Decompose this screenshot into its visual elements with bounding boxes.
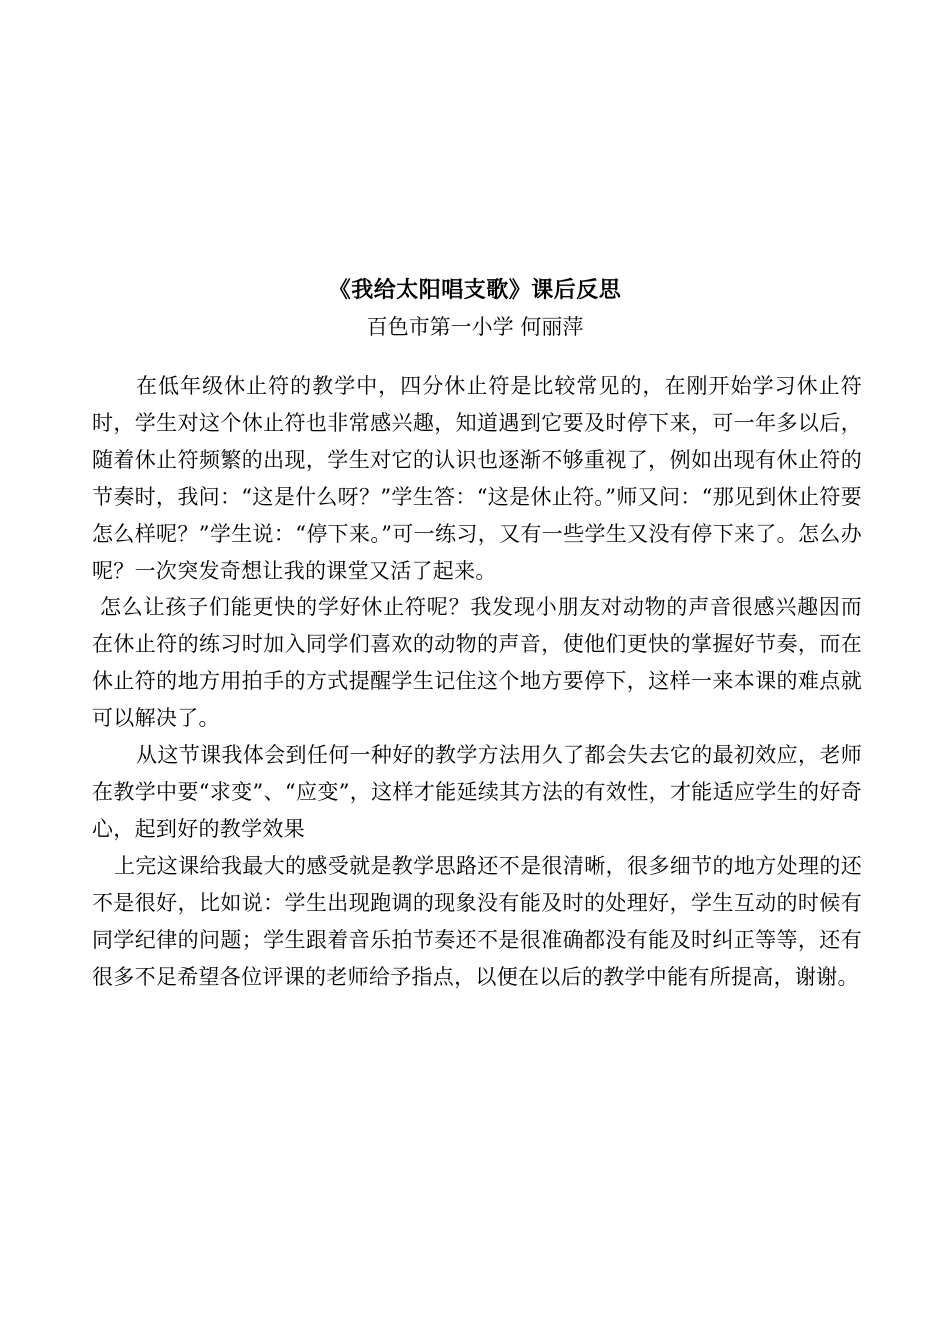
paragraph-3: 从这节课我体会到任何一种好的教学方法用久了都会失去它的最初效应，老师在教学中要“求变”、“应变”，这样才能延续其方法的有效性，才能适应学生的好奇心，起到好的教学效果: [92, 743, 862, 841]
document-author: 百色市第一小学 何丽萍: [366, 315, 584, 339]
document-body: [92, 368, 862, 995]
paragraph-2: 怎么让孩子们能更快的学好休止符呢？我发现小朋友对动物的声音很感兴趣因而在休止符的练习时加入同学们喜欢的动物的声音，使他们更快的掌握好节奏，而在休止符的地方用拍手的方式提醒学生记住这个地方要停下，这样一来本课的难点就可以解决了。: [92, 595, 862, 731]
paragraph-4: 上完这课给我最大的感受就是教学思路还不是很清晰，很多细节的地方处理的还不是很好，比如说：学生出现跑调的现象没有能及时的处理好，学生互动的时候有同学纪律的问题；学生跟着音乐拍节奏还不是很准确都没有能及时纠正等等，还有很多不足希望各位评课的老师给予指点，以便在以后的教学中能有所提高，谢谢。: [92, 853, 862, 989]
paragraph-1: 在低年级休止符的教学中，四分休止符是比较常见的，在刚开始学习休止符时，学生对这个休止符也非常感兴趣，知道遇到它要及时停下来，可一年多以后，随着休止符频繁的出现，学生对它的认识也逐渐不够重视了，例如出现有休止符的节奏时，我问：“这是什么呀？”学生答：“这是休止符。”师又问：“那见到休止符要怎么样呢？”学生说：“停下来。”可一练习，又有一些学生又没有停下来了。怎么办呢？一次突发奇想让我的课堂又活了起来。: [92, 374, 862, 583]
document-title: 《我给太阳唱支歌》课后反思: [328, 277, 622, 303]
